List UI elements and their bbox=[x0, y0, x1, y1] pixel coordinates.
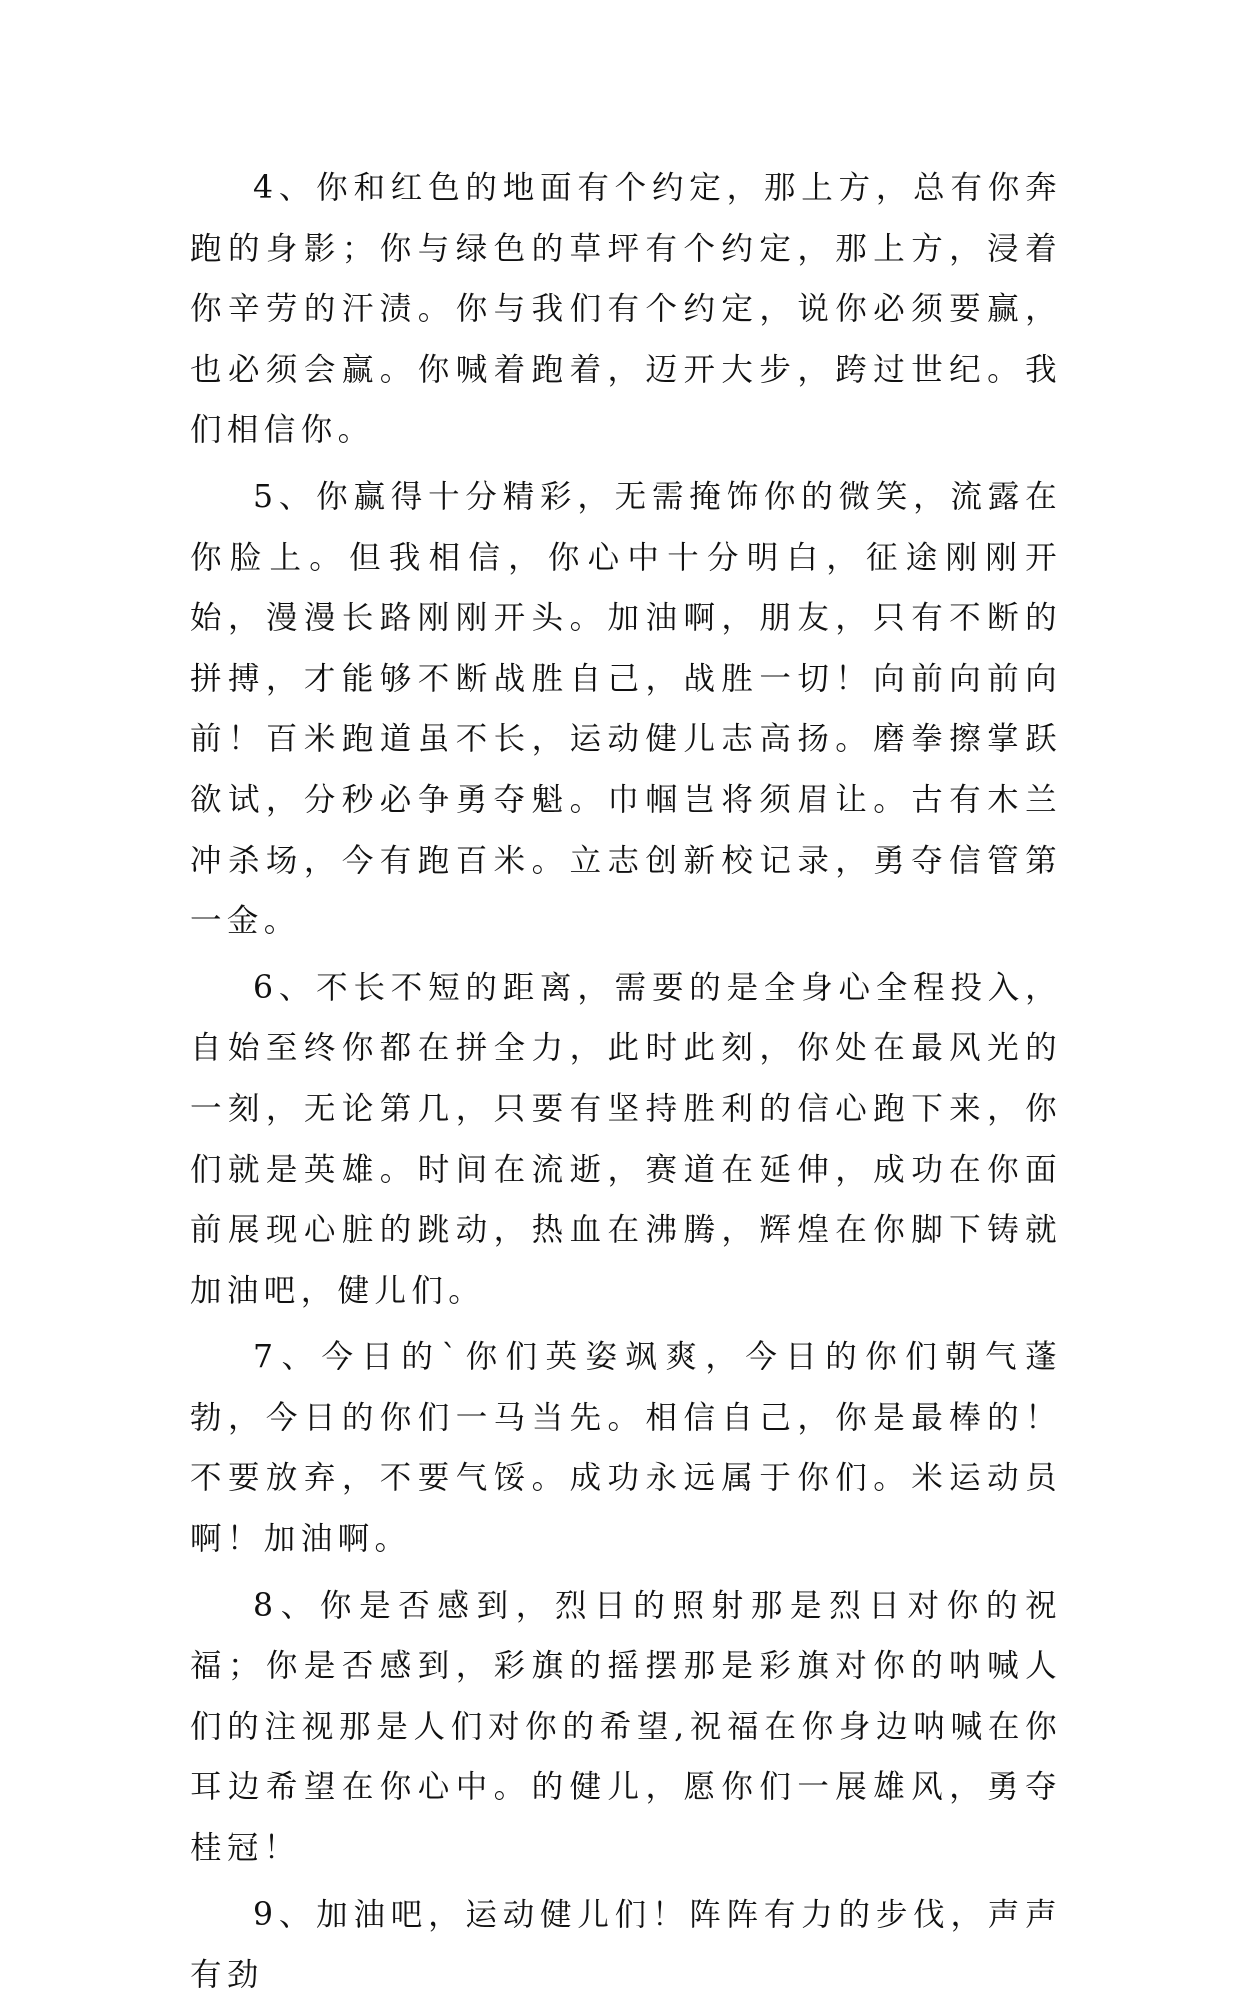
paragraph-6: 6、不长不短的距离，需要的是全身心全程投入，自始至终你都在拼全力，此时此刻，你处在最风光的一刻，无论第几，只要有坚持胜利的信心跑下来，你们就是英雄。时间在流逝，赛道在延伸，成功在你面前展现心脏的跳动，热血在沸腾，辉煌在你脚下铸就加油吧，健儿们。 bbox=[190, 969, 1062, 1309]
paragraph-8: 8、你是否感到，烈日的照射那是烈日对你的祝福；你是否感到，彩旗的摇摆那是彩旗对你的呐喊人们的注视那是人们对你的希望,祝福在你身边呐喊在你耳边希望在你心中。的健儿，愿你们一展雄风，勇夺桂冠！ bbox=[190, 1587, 1062, 1867]
paragraph-4: 4、你和红色的地面有个约定，那上方，总有你奔跑的身影；你与绿色的草坪有个约定，那上方，浸着你辛劳的汗渍。你与我们有个约定，说你必须要赢，也必须会赢。你喊着跑着，迈开大步，跨过世纪。我们相信你。 bbox=[190, 170, 1062, 449]
paragraph-9: 9、加油吧，运动健儿们！阵阵有力的步伐，声声有劲 bbox=[190, 1896, 1062, 1994]
paragraph-7: 7、今日的`你们英姿飒爽，今日的你们朝气蓬勃，今日的你们一马当先。相信自己，你是最棒的！不要放弃，不要气馁。成功永远属于你们。米运动员啊！加油啊。 bbox=[190, 1339, 1062, 1558]
document-body bbox=[190, 158, 1062, 2012]
paragraph-5: 5、你赢得十分精彩，无需掩饰你的微笑，流露在你脸上。但我相信，你心中十分明白，征途刚刚开始，漫漫长路刚刚开头。加油啊，朋友，只有不断的拼搏，才能够不断战胜自己，战胜一切！向前向前向前！百米跑道虽不长，运动健儿志高扬。磨拳擦掌跃欲试，分秒必争勇夺魁。巾帼岂将须眉让。古有木兰冲杀场，今有跑百米。立志创新校记录，勇夺信管第一金。 bbox=[190, 478, 1062, 940]
